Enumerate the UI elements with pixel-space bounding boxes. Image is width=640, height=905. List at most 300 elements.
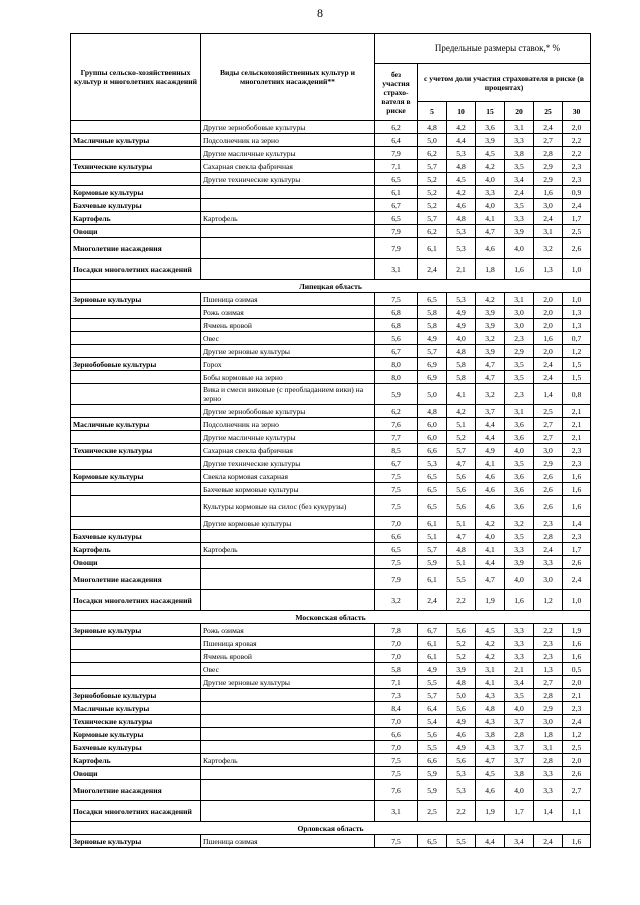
rate-without-cell: 8,0 [375, 371, 418, 384]
rate-share-cell: 3,3 [534, 556, 563, 569]
crop-group-cell [71, 483, 201, 496]
rate-share-cell: 3,3 [534, 780, 563, 801]
rate-share-cell: 4,9 [476, 444, 505, 457]
rate-share-cell: 1,3 [534, 259, 563, 280]
region-row [71, 822, 591, 835]
rate-share-cell: 1,5 [563, 371, 591, 384]
rate-without-cell: 7,9 [375, 147, 418, 160]
rate-share-cell: 4,8 [447, 345, 476, 358]
rate-share-cell: 2,3 [505, 332, 534, 345]
rates-table [70, 33, 591, 848]
rate-share-cell: 2,5 [534, 405, 563, 418]
rate-share-cell: 4,0 [505, 780, 534, 801]
table-row [71, 199, 591, 212]
rate-share-cell: 6,5 [418, 496, 447, 517]
rate-share-cell: 5,9 [418, 780, 447, 801]
rate-share-cell: 5,0 [418, 384, 447, 405]
rate-share-cell: 0,8 [563, 384, 591, 405]
rate-share-cell: 6,5 [418, 835, 447, 848]
table-header [71, 34, 591, 121]
rate-share-cell: 2,1 [563, 405, 591, 418]
rate-share-cell: 4,1 [476, 676, 505, 689]
rate-share-cell: 4,2 [447, 405, 476, 418]
rate-without-cell: 8,4 [375, 702, 418, 715]
rate-without-cell: 7,5 [375, 496, 418, 517]
rate-without-cell: 7,5 [375, 767, 418, 780]
rate-share-cell: 3,8 [505, 767, 534, 780]
rate-without-cell: 7,5 [375, 483, 418, 496]
header-without: без участия страхо-вателя в риске [375, 64, 418, 121]
crop-type-cell [201, 801, 375, 822]
crop-group-cell [71, 431, 201, 444]
table-row [71, 371, 591, 384]
crop-type-cell: Вика и смеси виковые (с преобладанием вики) на зерно [201, 384, 375, 405]
rate-share-cell: 1,3 [563, 306, 591, 319]
crop-group-cell [71, 405, 201, 418]
rate-without-cell: 6,6 [375, 530, 418, 543]
rate-share-cell: 4,0 [476, 173, 505, 186]
rate-share-cell: 2,1 [563, 689, 591, 702]
table-row [71, 418, 591, 431]
rate-share-cell: 2,3 [563, 530, 591, 543]
rate-share-cell: 4,2 [447, 121, 476, 134]
rate-share-cell: 5,5 [447, 569, 476, 590]
rate-share-cell: 4,7 [447, 530, 476, 543]
table-body [71, 121, 591, 848]
rate-share-cell: 5,8 [418, 319, 447, 332]
crop-type-cell [201, 199, 375, 212]
rate-share-cell: 5,5 [418, 741, 447, 754]
rate-without-cell: 7,0 [375, 637, 418, 650]
header-share-30: 30 [563, 102, 591, 121]
rate-share-cell: 6,1 [418, 238, 447, 259]
rate-share-cell: 3,1 [505, 121, 534, 134]
rate-share-cell: 5,3 [447, 238, 476, 259]
crop-type-cell: Пшеница озимая [201, 835, 375, 848]
rate-without-cell: 6,6 [375, 728, 418, 741]
table-row [71, 384, 591, 405]
rate-share-cell: 1,6 [563, 470, 591, 483]
rate-without-cell: 3,2 [375, 590, 418, 611]
crop-type-cell: Картофель [201, 212, 375, 225]
crop-type-cell: Культуры кормовые на силос (без кукурузы) [201, 496, 375, 517]
rate-share-cell: 2,4 [505, 186, 534, 199]
rate-share-cell: 5,8 [447, 358, 476, 371]
rate-share-cell: 3,4 [505, 676, 534, 689]
rate-share-cell: 3,5 [505, 199, 534, 212]
rate-share-cell: 4,4 [476, 418, 505, 431]
crop-group-cell: Кормовые культуры [71, 186, 201, 199]
crop-group-cell: Зерновые культуры [71, 293, 201, 306]
rate-share-cell: 3,1 [505, 405, 534, 418]
rate-without-cell: 6,7 [375, 199, 418, 212]
rate-share-cell: 5,3 [447, 225, 476, 238]
rate-share-cell: 5,2 [447, 637, 476, 650]
table-row [71, 173, 591, 186]
rate-share-cell: 2,9 [505, 345, 534, 358]
rate-share-cell: 3,2 [505, 517, 534, 530]
rate-share-cell: 5,0 [418, 134, 447, 147]
crop-type-cell: Подсолнечник на зерно [201, 134, 375, 147]
rate-share-cell: 3,3 [505, 650, 534, 663]
rate-share-cell: 3,1 [534, 741, 563, 754]
rate-share-cell: 5,3 [447, 767, 476, 780]
rate-share-cell: 3,8 [505, 147, 534, 160]
crop-group-cell: Масличные культуры [71, 702, 201, 715]
rate-without-cell: 6,8 [375, 306, 418, 319]
rate-share-cell: 2,7 [534, 676, 563, 689]
crop-group-cell [71, 384, 201, 405]
rate-share-cell: 3,6 [505, 496, 534, 517]
table-row [71, 702, 591, 715]
rate-share-cell: 5,4 [418, 715, 447, 728]
rate-share-cell: 4,0 [447, 332, 476, 345]
rate-share-cell: 3,7 [505, 715, 534, 728]
header-groups: Группы сельско-хозяйственных культур и многолетних насаждений [71, 34, 201, 121]
crop-type-cell [201, 238, 375, 259]
rate-without-cell: 6,5 [375, 212, 418, 225]
rate-share-cell: 5,3 [447, 780, 476, 801]
crop-type-cell: Картофель [201, 543, 375, 556]
rate-share-cell: 2,4 [563, 715, 591, 728]
rate-without-cell: 7,0 [375, 741, 418, 754]
rate-share-cell: 1,0 [563, 590, 591, 611]
crop-group-cell: Посадки многолетних насаждений [71, 801, 201, 822]
rate-share-cell: 4,1 [476, 543, 505, 556]
rate-share-cell: 2,7 [534, 418, 563, 431]
crop-type-cell: Другие зерновые культуры [201, 345, 375, 358]
table-row [71, 663, 591, 676]
rate-share-cell: 5,6 [447, 702, 476, 715]
rate-share-cell: 2,8 [534, 147, 563, 160]
rate-share-cell: 2,0 [534, 319, 563, 332]
rate-without-cell: 7,3 [375, 689, 418, 702]
rate-share-cell: 2,0 [563, 754, 591, 767]
rate-share-cell: 5,2 [418, 186, 447, 199]
rate-share-cell: 5,9 [418, 767, 447, 780]
rate-share-cell: 6,0 [418, 418, 447, 431]
rate-share-cell: 5,7 [418, 212, 447, 225]
table-row [71, 319, 591, 332]
crop-group-cell: Масличные культуры [71, 418, 201, 431]
rate-without-cell: 8,5 [375, 444, 418, 457]
rate-share-cell: 5,7 [418, 345, 447, 358]
crop-type-cell: Другие зернобобовые культуры [201, 121, 375, 134]
rate-without-cell: 7,6 [375, 418, 418, 431]
rate-share-cell: 4,2 [476, 517, 505, 530]
crop-type-cell [201, 590, 375, 611]
rate-share-cell: 2,3 [563, 444, 591, 457]
rate-share-cell: 1,3 [563, 319, 591, 332]
rate-without-cell: 7,6 [375, 780, 418, 801]
rate-share-cell: 5,2 [447, 431, 476, 444]
rate-share-cell: 2,9 [534, 173, 563, 186]
rate-share-cell: 6,1 [418, 637, 447, 650]
rate-share-cell: 5,6 [447, 470, 476, 483]
table-row [71, 801, 591, 822]
rate-share-cell: 3,2 [476, 384, 505, 405]
crop-group-cell: Овощи [71, 767, 201, 780]
table-row [71, 530, 591, 543]
rate-without-cell: 6,8 [375, 319, 418, 332]
rate-share-cell: 2,3 [563, 173, 591, 186]
rate-share-cell: 2,4 [534, 543, 563, 556]
rate-without-cell: 6,5 [375, 173, 418, 186]
rate-share-cell: 5,2 [447, 650, 476, 663]
rate-share-cell: 4,8 [418, 121, 447, 134]
rate-share-cell: 2,3 [534, 517, 563, 530]
crop-type-cell: Свекла кормовая сахарная [201, 470, 375, 483]
crop-type-cell: Другие зерновые культуры [201, 676, 375, 689]
rate-share-cell: 2,8 [534, 754, 563, 767]
table-row [71, 186, 591, 199]
rate-share-cell: 2,3 [534, 637, 563, 650]
rate-share-cell: 5,7 [418, 689, 447, 702]
rate-share-cell: 1,2 [563, 728, 591, 741]
rate-share-cell: 5,1 [447, 418, 476, 431]
crop-type-cell: Бобы кормовые на зерно [201, 371, 375, 384]
rate-share-cell: 2,0 [534, 306, 563, 319]
crop-group-cell [71, 676, 201, 689]
table-row [71, 650, 591, 663]
table-row [71, 496, 591, 517]
rate-share-cell: 2,5 [563, 225, 591, 238]
rate-share-cell: 5,8 [418, 306, 447, 319]
rate-share-cell: 4,6 [476, 780, 505, 801]
crop-type-cell [201, 556, 375, 569]
rate-share-cell: 5,7 [418, 160, 447, 173]
rate-share-cell: 4,3 [476, 689, 505, 702]
table-row [71, 556, 591, 569]
crop-type-cell: Другие зернобобовые культуры [201, 405, 375, 418]
rate-share-cell: 6,5 [418, 293, 447, 306]
crop-group-cell: Зерновые культуры [71, 835, 201, 848]
rate-share-cell: 2,0 [534, 345, 563, 358]
rate-without-cell: 3,1 [375, 801, 418, 822]
rate-share-cell: 1,7 [563, 543, 591, 556]
crop-type-cell [201, 715, 375, 728]
rate-share-cell: 5,6 [447, 754, 476, 767]
rate-share-cell: 5,7 [447, 444, 476, 457]
rate-share-cell: 3,9 [476, 134, 505, 147]
rate-share-cell: 4,2 [447, 186, 476, 199]
rate-share-cell: 6,9 [418, 358, 447, 371]
table-row [71, 238, 591, 259]
rate-share-cell: 3,3 [505, 134, 534, 147]
rate-share-cell: 2,1 [447, 259, 476, 280]
rate-share-cell: 1,1 [563, 801, 591, 822]
rate-share-cell: 6,1 [418, 569, 447, 590]
crop-group-cell [71, 496, 201, 517]
crop-type-cell: Пшеница озимая [201, 293, 375, 306]
rate-share-cell: 4,0 [505, 238, 534, 259]
crop-type-cell [201, 767, 375, 780]
rate-share-cell: 5,6 [418, 728, 447, 741]
rate-share-cell: 2,2 [563, 134, 591, 147]
rate-share-cell: 4,8 [476, 702, 505, 715]
rate-share-cell: 4,8 [447, 212, 476, 225]
rate-share-cell: 1,6 [534, 186, 563, 199]
crop-group-cell: Овощи [71, 225, 201, 238]
rate-share-cell: 3,2 [476, 332, 505, 345]
rate-share-cell: 2,3 [563, 457, 591, 470]
rate-share-cell: 2,6 [563, 238, 591, 259]
rate-share-cell: 5,2 [418, 173, 447, 186]
rate-share-cell: 4,8 [447, 676, 476, 689]
rate-share-cell: 3,3 [505, 543, 534, 556]
crop-type-cell [201, 569, 375, 590]
table-row [71, 358, 591, 371]
rate-share-cell: 4,7 [476, 225, 505, 238]
crop-type-cell [201, 741, 375, 754]
rate-without-cell: 8,0 [375, 358, 418, 371]
crop-group-cell: Бахчевые культуры [71, 199, 201, 212]
crop-type-cell: Сахарная свекла фабричная [201, 160, 375, 173]
rate-share-cell: 1,5 [563, 358, 591, 371]
table-row [71, 444, 591, 457]
rate-share-cell: 6,5 [418, 483, 447, 496]
table-row [71, 345, 591, 358]
rate-share-cell: 4,4 [476, 431, 505, 444]
rate-share-cell: 4,3 [476, 715, 505, 728]
rate-share-cell: 2,2 [534, 624, 563, 637]
table-row [71, 293, 591, 306]
rate-without-cell: 3,1 [375, 259, 418, 280]
rate-share-cell: 1,4 [534, 801, 563, 822]
rate-share-cell: 3,5 [505, 160, 534, 173]
crop-type-cell: Ячмень яровой [201, 319, 375, 332]
table-row [71, 590, 591, 611]
table-row [71, 306, 591, 319]
rate-share-cell: 2,9 [534, 457, 563, 470]
rate-share-cell: 4,1 [476, 457, 505, 470]
rate-without-cell: 7,9 [375, 238, 418, 259]
rate-share-cell: 3,0 [534, 444, 563, 457]
rate-share-cell: 2,4 [534, 371, 563, 384]
table-row [71, 767, 591, 780]
rate-share-cell: 6,0 [418, 431, 447, 444]
table-row [71, 332, 591, 345]
crop-type-cell [201, 780, 375, 801]
rate-share-cell: 0,9 [563, 186, 591, 199]
rate-share-cell: 2,4 [534, 212, 563, 225]
header-share-20: 20 [505, 102, 534, 121]
table-row [71, 483, 591, 496]
rate-without-cell: 7,1 [375, 160, 418, 173]
rate-share-cell: 2,0 [563, 121, 591, 134]
rate-share-cell: 5,1 [447, 517, 476, 530]
crop-type-cell: Овес [201, 663, 375, 676]
region-title: Липецкая область [71, 280, 591, 293]
rate-share-cell: 1,2 [534, 590, 563, 611]
rate-share-cell: 1,9 [476, 801, 505, 822]
rate-share-cell: 1,4 [534, 384, 563, 405]
crop-group-cell: Многолетние насаждения [71, 780, 201, 801]
rate-without-cell: 5,6 [375, 332, 418, 345]
rate-share-cell: 3,9 [476, 306, 505, 319]
rate-share-cell: 2,1 [563, 418, 591, 431]
rate-share-cell: 5,1 [418, 530, 447, 543]
rate-share-cell: 4,4 [476, 835, 505, 848]
rate-share-cell: 5,3 [447, 293, 476, 306]
table-row [71, 741, 591, 754]
rate-share-cell: 2,7 [534, 431, 563, 444]
rate-share-cell: 1,8 [476, 259, 505, 280]
rate-share-cell: 6,2 [418, 225, 447, 238]
rate-share-cell: 1,7 [505, 801, 534, 822]
rate-share-cell: 3,9 [476, 319, 505, 332]
rate-share-cell: 2,9 [534, 702, 563, 715]
rate-share-cell: 3,0 [505, 306, 534, 319]
table-row [71, 624, 591, 637]
rate-share-cell: 1,6 [505, 259, 534, 280]
table-row [71, 754, 591, 767]
rate-share-cell: 4,6 [476, 238, 505, 259]
rate-share-cell: 6,6 [418, 754, 447, 767]
rate-share-cell: 6,7 [418, 624, 447, 637]
crop-group-cell: Овощи [71, 556, 201, 569]
rate-share-cell: 1,6 [563, 496, 591, 517]
crop-type-cell: Другие масличные культуры [201, 431, 375, 444]
crop-type-cell [201, 186, 375, 199]
rate-share-cell: 2,2 [563, 147, 591, 160]
rate-share-cell: 5,8 [447, 371, 476, 384]
crop-group-cell: Бахчевые культуры [71, 741, 201, 754]
rate-share-cell: 4,7 [476, 358, 505, 371]
rate-share-cell: 3,5 [505, 689, 534, 702]
rate-share-cell: 1,3 [534, 663, 563, 676]
crop-group-cell: Многолетние насаждения [71, 569, 201, 590]
rate-share-cell: 3,4 [505, 173, 534, 186]
crop-group-cell: Кормовые культуры [71, 470, 201, 483]
rate-share-cell: 2,4 [563, 569, 591, 590]
rate-share-cell: 4,9 [447, 319, 476, 332]
table-row [71, 147, 591, 160]
rate-share-cell: 1,6 [505, 590, 534, 611]
rate-without-cell: 7,5 [375, 835, 418, 848]
rate-share-cell: 1,2 [563, 345, 591, 358]
rate-share-cell: 3,0 [505, 319, 534, 332]
rate-share-cell: 4,5 [476, 147, 505, 160]
rate-share-cell: 4,0 [505, 444, 534, 457]
rate-share-cell: 3,5 [505, 530, 534, 543]
table-row [71, 405, 591, 418]
rate-share-cell: 3,1 [476, 663, 505, 676]
crop-type-cell [201, 728, 375, 741]
crop-type-cell [201, 259, 375, 280]
rate-without-cell: 7,0 [375, 650, 418, 663]
rate-share-cell: 4,5 [447, 173, 476, 186]
rate-share-cell: 2,6 [534, 496, 563, 517]
rate-share-cell: 3,7 [505, 754, 534, 767]
crop-type-cell: Рожь озимая [201, 306, 375, 319]
rate-share-cell: 4,0 [476, 199, 505, 212]
crop-group-cell: Технические культуры [71, 715, 201, 728]
rate-share-cell: 3,3 [505, 637, 534, 650]
rate-share-cell: 3,6 [505, 483, 534, 496]
rate-share-cell: 4,2 [476, 293, 505, 306]
crop-type-cell: Подсолнечник на зерно [201, 418, 375, 431]
crop-group-cell: Картофель [71, 543, 201, 556]
crop-group-cell [71, 457, 201, 470]
rate-without-cell: 7,1 [375, 676, 418, 689]
rate-share-cell: 2,0 [563, 676, 591, 689]
table-row [71, 160, 591, 173]
rate-without-cell: 6,1 [375, 186, 418, 199]
rate-share-cell: 2,6 [534, 470, 563, 483]
rate-share-cell: 3,9 [476, 345, 505, 358]
rate-share-cell: 4,6 [447, 199, 476, 212]
